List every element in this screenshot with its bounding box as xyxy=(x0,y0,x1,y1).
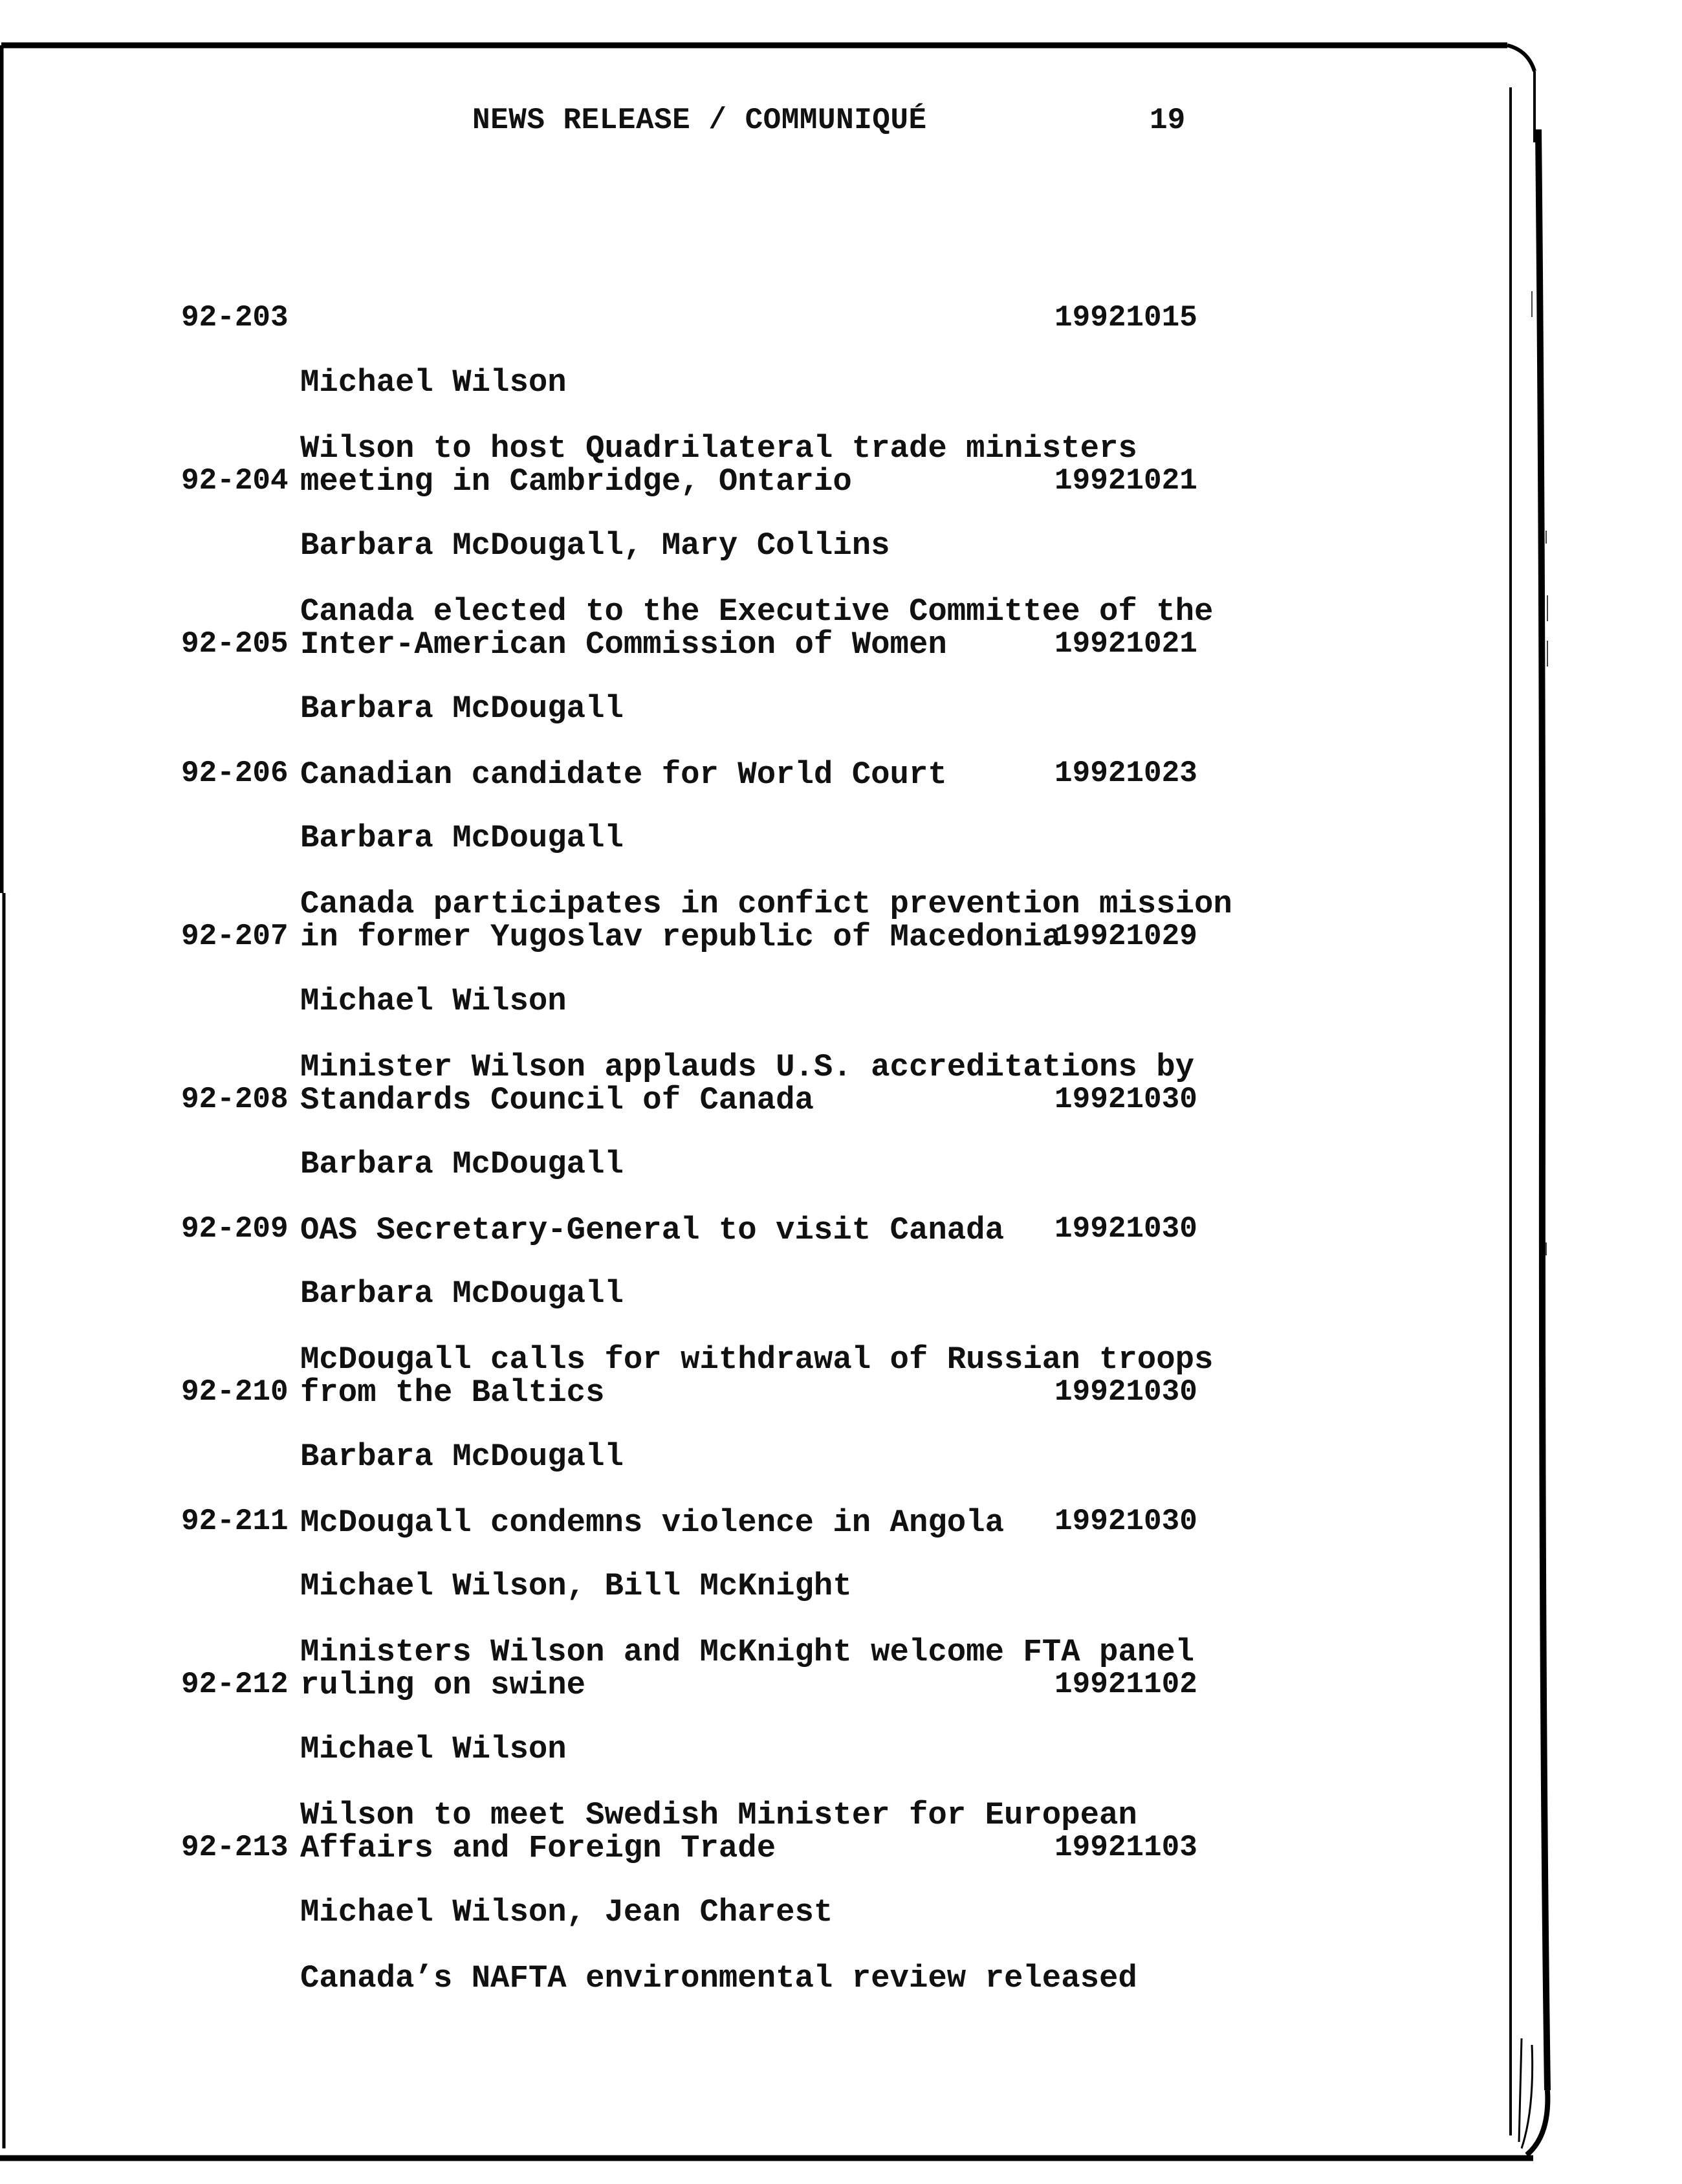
news-release-entry xyxy=(181,1831,1229,1994)
release-number: 92-207 xyxy=(181,920,289,953)
release-date: 19921030 xyxy=(1054,1505,1197,1538)
release-ministers: Barbara McDougall xyxy=(300,1439,624,1475)
release-title: Ministers Wilson and McKnight welcome FTA panel ruling on swine xyxy=(300,1634,1195,1703)
release-title: Canada’s NAFTA environmental review released xyxy=(300,1960,1137,1996)
news-release-list xyxy=(181,301,1232,1996)
release-ministers: Barbara McDougall xyxy=(300,690,624,727)
release-date: 19921030 xyxy=(1054,1375,1197,1409)
page-number: 19 xyxy=(1150,104,1186,137)
release-date: 19921023 xyxy=(1054,756,1197,790)
release-title: Minister Wilson applauds U.S. accreditations by Standards Council of Canada xyxy=(300,1049,1195,1118)
release-date: 19921030 xyxy=(1054,1083,1197,1116)
release-date: 19921103 xyxy=(1054,1831,1197,1864)
release-number: 92-205 xyxy=(181,627,289,661)
release-title: Canada participates in confict prevention mission in former Yugoslav republic of Macedonia xyxy=(300,886,1232,955)
release-number: 92-212 xyxy=(181,1668,289,1701)
page-header-title: NEWS RELEASE / COMMUNIQUÉ xyxy=(472,104,927,137)
release-date: 19921021 xyxy=(1054,464,1197,498)
release-number: 92-209 xyxy=(181,1212,289,1246)
release-number: 92-211 xyxy=(181,1505,289,1538)
release-date: 19921015 xyxy=(1054,301,1197,335)
release-date: 19921030 xyxy=(1054,1212,1197,1246)
release-number: 92-204 xyxy=(181,464,289,498)
release-title: Canada elected to the Executive Committee of the Inter-American Commission of Women xyxy=(300,593,1214,663)
release-title: McDougall condemns violence in Angola xyxy=(300,1505,1004,1541)
release-title: McDougall calls for withdrawal of Russian troops from the Baltics xyxy=(300,1341,1214,1411)
release-number: 92-213 xyxy=(181,1831,289,1864)
release-ministers: Michael Wilson xyxy=(300,983,567,1019)
release-ministers: Barbara McDougall xyxy=(300,1275,624,1312)
release-number: 92-203 xyxy=(181,301,289,335)
release-title: Canadian candidate for World Court xyxy=(300,756,947,793)
release-date: 19921102 xyxy=(1054,1668,1197,1701)
release-ministers: Michael Wilson xyxy=(300,1731,567,1767)
release-number: 92-208 xyxy=(181,1083,289,1116)
release-date: 19921021 xyxy=(1054,627,1197,661)
release-ministers: Michael Wilson xyxy=(300,364,567,401)
release-ministers: Barbara McDougall xyxy=(300,820,624,856)
release-date: 19921029 xyxy=(1054,920,1197,953)
release-number: 92-206 xyxy=(181,756,289,790)
release-title: OAS Secretary-General to visit Canada xyxy=(300,1212,1004,1248)
release-ministers: Barbara McDougall xyxy=(300,1146,624,1182)
release-title: Wilson to meet Swedish Minister for European Affairs and Foreign Trade xyxy=(300,1797,1137,1866)
release-number: 92-210 xyxy=(181,1375,289,1409)
release-ministers: Michael Wilson, Jean Charest xyxy=(300,1894,833,1930)
release-body xyxy=(300,1863,1290,2028)
release-ministers: Michael Wilson, Bill McKnight xyxy=(300,1568,852,1604)
release-title: Wilson to host Quadrilateral trade ministers meeting in Cambridge, Ontario xyxy=(300,430,1137,500)
release-ministers: Barbara McDougall, Mary Collins xyxy=(300,527,890,564)
